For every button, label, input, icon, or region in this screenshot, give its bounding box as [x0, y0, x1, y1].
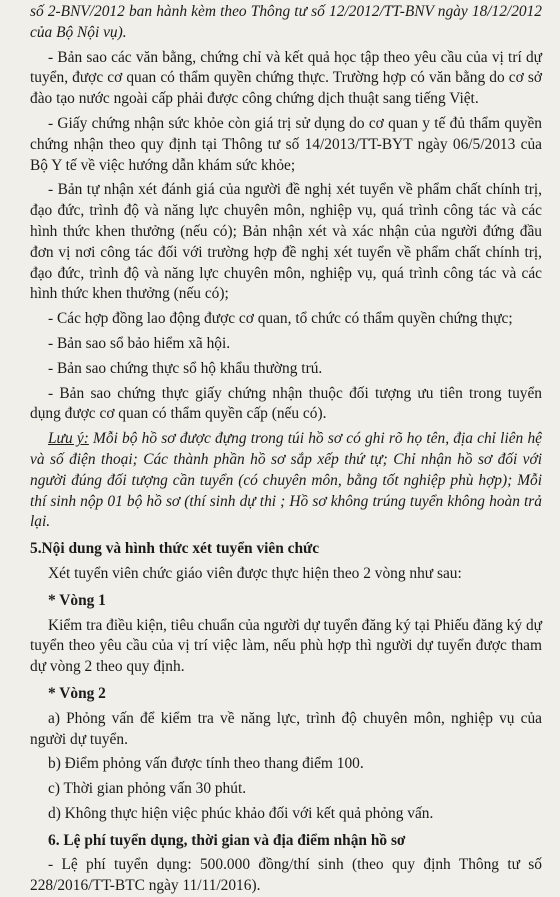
paragraph-continuation: số 2-BNV/2012 ban hành kèm theo Thông tư số 12/2012/TT-BNV ngày 18/12/2012 của Bộ Nội vụ). — [30, 3, 542, 41]
paragraph-self-assessment: - Bản tự nhận xét đánh giá của người đề nghị xét tuyển về phẩm chất chính trị, đạo đức, trình độ và năng lực chuyên môn, nghiệp vụ, quá trình công tác và các hình thức khen thưởng (nếu có); Bản nhận xét và xác nhận của người đứng đầu đơn vị nơi công tác đối với trường hợp đề nghị xét tuyển về phẩm chất chính trị, đạo đức, trình độ và năng lực chuyên môn, nghiệp vụ, quá trình công tác và các hình thức khen thưởng (nếu có); — [30, 181, 542, 303]
note-label: Lưu ý: — [48, 430, 89, 448]
paragraph-round-2c: c) Thời gian phỏng vấn 30 phút. — [48, 780, 247, 798]
section-6-heading: 6. Lệ phí tuyển dụng, thời gian và địa điểm nhận hồ sơ — [48, 831, 406, 849]
note-text: Mỗi bộ hồ sơ được đựng trong túi hồ sơ có ghi rõ họ tên, địa chỉ liên hệ và số điện thoại; Các thành phần hồ sơ sắp xếp thứ tự; Chỉ nhận hồ sơ đối với người đúng đối tượng cần tuyển (có chuyên môn, bằng tốt nghiệp phù hợp); Mỗi thí sinh nộp 01 bộ hồ sơ (thí sinh dự thi ; Hồ sơ không trúng tuyển không hoàn trả lại. — [30, 430, 542, 531]
paragraph-health-certificate: - Giấy chứng nhận sức khỏe còn giá trị sử dụng do cơ quan y tế đủ thẩm quyền chứng nhận theo quy định tại Thông tư số 14/2013/TT-BYT ngày 06/5/2013 của Bộ Y tế về việc hướng dẫn khám sức khỏe; — [30, 114, 542, 174]
paragraph-round-2b: b) Điểm phỏng vấn được tính theo thang điểm 100. — [48, 755, 364, 773]
paragraph-round-2d: d) Không thực hiện việc phúc khảo đối với kết quả phỏng vấn. — [48, 804, 434, 822]
paragraph-priority-certificate: - Bản sao chứng thực giấy chứng nhận thuộc đối tượng ưu tiên trong tuyển dụng được cơ quan có thẩm quyền cấp (nếu có). — [30, 384, 542, 423]
section-5-heading: 5.Nội dung và hình thức xét tuyển viên chức — [30, 540, 320, 558]
paragraph-household-registration: - Bản sao chứng thực sổ hộ khẩu thường trú. — [48, 359, 323, 377]
paragraph-social-insurance: - Bản sao sổ bảo hiểm xã hội. — [48, 334, 231, 352]
round-2-heading: * Vòng 2 — [48, 684, 106, 702]
paragraph-note — [30, 429, 542, 533]
paragraph-round-2a: a) Phỏng vấn để kiểm tra về năng lực, trình độ chuyên môn, nghiệp vụ của người dự tuyển. — [30, 709, 542, 748]
round-1-heading: * Vòng 1 — [48, 591, 106, 609]
paragraph-fee: - Lệ phí tuyển dụng: 500.000 đồng/thí sinh (theo quy định Thông tư số 228/2016/TT-BTC ngày 11/11/2016). — [30, 856, 542, 895]
paragraph-labor-contracts: - Các hợp đồng lao động được cơ quan, tổ chức có thẩm quyền chứng thực; — [48, 310, 513, 328]
paragraph-rounds-intro: Xét tuyển viên chức giáo viên được thực hiện theo 2 vòng như sau: — [48, 564, 462, 582]
paragraph-round-1: Kiểm tra điều kiện, tiêu chuẩn của người dự tuyển đăng ký tại Phiếu đăng ký dự tuyển theo yêu cầu của vị trí việc làm, nếu phù hợp thì người dự tuyển được tham dự vòng 2 theo quy định. — [30, 616, 542, 676]
paragraph-diplomas: - Bản sao các văn bằng, chứng chỉ và kết quả học tập theo yêu cầu của vị trí dự tuyển, được cơ quan có thẩm quyền chứng thực. Trường hợp có văn bằng do cơ sở đào tạo nước ngoài cấp phải được công chứng dịch thuật sang tiếng Việt. — [30, 48, 542, 108]
